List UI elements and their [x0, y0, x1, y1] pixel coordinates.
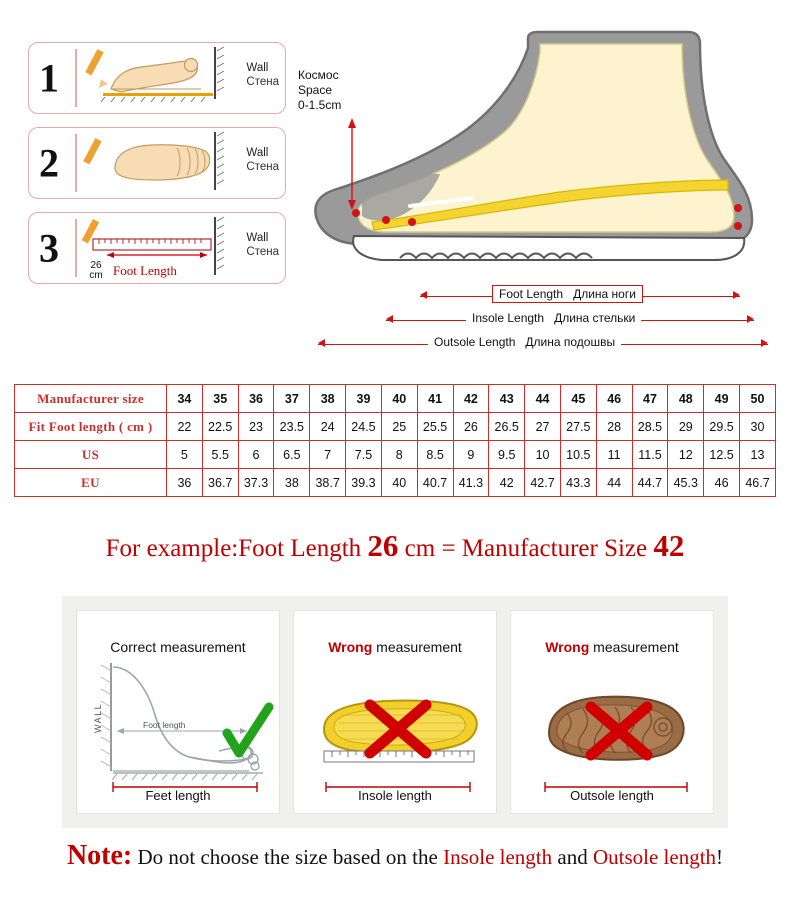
cell: 29.5	[704, 413, 740, 441]
inner-foot-length-label: Foot length	[143, 720, 186, 730]
foot-length-ru: Длина ноги	[573, 287, 636, 301]
step-3	[28, 212, 286, 284]
step-1	[28, 42, 286, 114]
cell: 38	[310, 385, 346, 413]
cell: 28.5	[632, 413, 668, 441]
cell: 28	[596, 413, 632, 441]
wrong-insole-title-rest: measurement	[372, 639, 462, 655]
example-line	[0, 528, 790, 564]
cell: 11	[596, 441, 632, 469]
space-label	[298, 68, 341, 113]
cell: 12.5	[704, 441, 740, 469]
correct-measurement-title-text: Correct measurement	[110, 639, 246, 655]
cell: 30	[740, 413, 776, 441]
note-red-1: Insole length	[443, 845, 553, 869]
note-red-2: Outsole length	[592, 845, 717, 869]
table-row	[15, 469, 776, 497]
cell: 11.5	[632, 441, 668, 469]
cell: 8	[381, 441, 417, 469]
measurement-steps-section	[0, 0, 790, 360]
cell: 10	[525, 441, 561, 469]
cell: 40	[381, 469, 417, 497]
foot-length-measure	[420, 288, 740, 304]
cell: 40.7	[417, 469, 453, 497]
cell: 10.5	[560, 441, 596, 469]
cell: 45.3	[668, 469, 704, 497]
correct-measurement-cell	[76, 610, 280, 814]
cell: 41	[417, 385, 453, 413]
cell: 46.7	[740, 469, 776, 497]
step-2	[28, 127, 286, 199]
cell: 43.3	[560, 469, 596, 497]
table-row	[15, 413, 776, 441]
cell: 44.7	[632, 469, 668, 497]
table-row	[15, 385, 776, 413]
note-text-3: !	[716, 845, 724, 869]
row-header-us: US	[15, 441, 167, 469]
row-header-fit-foot-length: Fit Foot length ( cm )	[15, 413, 167, 441]
cell: 36	[167, 469, 203, 497]
cell: 7	[310, 441, 346, 469]
wrong-outsole-cell	[510, 610, 714, 814]
cell: 25.5	[417, 413, 453, 441]
wrong-outsole-title-red: Wrong	[545, 639, 590, 655]
wrong-insole-title-red: Wrong	[328, 639, 373, 655]
shoe-diagram-svg	[290, 30, 770, 300]
cell: 5.5	[202, 441, 238, 469]
cell: 39.3	[346, 469, 382, 497]
cell: 34	[167, 385, 203, 413]
cell: 27.5	[560, 413, 596, 441]
row-header-eu: EU	[15, 469, 167, 497]
cell: 13	[740, 441, 776, 469]
note-keyword: Note:	[66, 840, 133, 871]
cell: 6	[238, 441, 274, 469]
step-1-wall-en: Wall	[246, 61, 269, 74]
cell: 9.5	[489, 441, 525, 469]
comparison-panel	[62, 596, 728, 828]
step-3-divider	[75, 219, 77, 277]
step-1-divider	[75, 49, 77, 107]
cell: 39	[346, 385, 382, 413]
cell: 47	[632, 385, 668, 413]
step-1-number: 1	[39, 55, 59, 101]
shoe-cross-section	[290, 30, 770, 360]
wrong-insole-illustration	[294, 611, 498, 815]
outsole-length-measure	[318, 336, 768, 352]
step-3-number: 3	[39, 225, 59, 271]
step-1-wall-label	[246, 61, 279, 90]
wrong-outsole-illustration	[511, 611, 715, 815]
cell: 46	[596, 385, 632, 413]
cell: 26.5	[489, 413, 525, 441]
cell: 36.7	[202, 469, 238, 497]
example-mid: cm = Manufacturer Size	[404, 535, 648, 562]
cell: 23	[238, 413, 274, 441]
cell: 37	[274, 385, 310, 413]
size-table-wrapper	[14, 384, 776, 497]
cell: 12	[668, 441, 704, 469]
cell: 40	[381, 385, 417, 413]
steps-list	[28, 42, 286, 297]
space-value: 0-1.5cm	[298, 98, 342, 112]
step-3-ruler-value: 26	[90, 260, 102, 271]
step-2-illustration	[81, 128, 229, 198]
wrong-insole-cell	[293, 610, 497, 814]
cell: 44	[525, 385, 561, 413]
cell: 22	[167, 413, 203, 441]
step-2-number: 2	[39, 140, 59, 186]
insole-length-label	[466, 311, 641, 325]
step-3-ruler-reading	[83, 261, 109, 281]
cell: 49	[704, 385, 740, 413]
outsole-length-ru: Длина подошвы	[525, 335, 616, 349]
row-header-manufacturer-size: Manufacturer size	[15, 385, 167, 413]
outsole-length-en: Outsole Length	[434, 335, 516, 349]
cell: 36	[238, 385, 274, 413]
cell: 43	[489, 385, 525, 413]
step-3-ruler-unit: cm	[89, 270, 103, 281]
step-3-wall-label	[246, 231, 279, 260]
step-2-wall-ru: Стена	[246, 161, 279, 174]
space-label-ru: Космос	[298, 68, 339, 82]
table-row	[15, 441, 776, 469]
outsole-length-label	[428, 335, 621, 349]
step-2-wall-label	[246, 146, 279, 175]
cell: 41.3	[453, 469, 489, 497]
correct-measurement-illustration	[77, 611, 281, 815]
cell: 48	[668, 385, 704, 413]
wrong-outsole-title-rest: measurement	[589, 639, 679, 655]
example-prefix: For example:Foot Length	[105, 535, 362, 562]
cell: 35	[202, 385, 238, 413]
note-line	[0, 840, 790, 872]
cell: 8.5	[417, 441, 453, 469]
cell: 22.5	[202, 413, 238, 441]
correct-measurement-caption: Feet length	[145, 788, 211, 803]
cell: 50	[740, 385, 776, 413]
step-3-foot-length-label: Foot Length	[113, 263, 177, 278]
cell: 23.5	[274, 413, 310, 441]
cell: 24	[310, 413, 346, 441]
foot-length-en: Foot Length	[499, 287, 564, 301]
cell: 42	[453, 385, 489, 413]
insole-length-measure	[386, 312, 754, 328]
step-2-divider	[75, 134, 77, 192]
cell: 29	[668, 413, 704, 441]
insole-length-ru: Длина стельки	[554, 311, 636, 325]
insole-length-en: Insole Length	[472, 311, 545, 325]
cell: 26	[453, 413, 489, 441]
cell: 9	[453, 441, 489, 469]
step-3-wall-en: Wall	[246, 231, 269, 244]
step-2-wall-en: Wall	[246, 146, 269, 159]
step-3-wall-ru: Стена	[246, 246, 279, 259]
cell: 42.7	[525, 469, 561, 497]
cell: 6.5	[274, 441, 310, 469]
cell: 25	[381, 413, 417, 441]
cell: 5	[167, 441, 203, 469]
wall-text: WALL	[93, 702, 103, 733]
step-1-illustration	[81, 43, 229, 113]
foot-length-label	[492, 285, 643, 303]
cell: 7.5	[346, 441, 382, 469]
cell: 38	[274, 469, 310, 497]
cell: 46	[704, 469, 740, 497]
cell: 42	[489, 469, 525, 497]
example-size: 42	[653, 528, 685, 563]
wrong-outsole-caption: Outsole length	[570, 788, 654, 803]
step-1-wall-ru: Стена	[246, 76, 279, 89]
note-text-2: and	[552, 845, 593, 869]
cell: 37.3	[238, 469, 274, 497]
space-label-en: Space	[298, 83, 333, 97]
size-table	[14, 384, 776, 497]
cell: 45	[560, 385, 596, 413]
cell: 38.7	[310, 469, 346, 497]
note-text-1: Do not choose the size based on the	[132, 845, 444, 869]
cell: 27	[525, 413, 561, 441]
example-value: 26	[367, 528, 399, 563]
wrong-insole-caption: Insole length	[358, 788, 432, 803]
cell: 44	[596, 469, 632, 497]
cell: 24.5	[346, 413, 382, 441]
